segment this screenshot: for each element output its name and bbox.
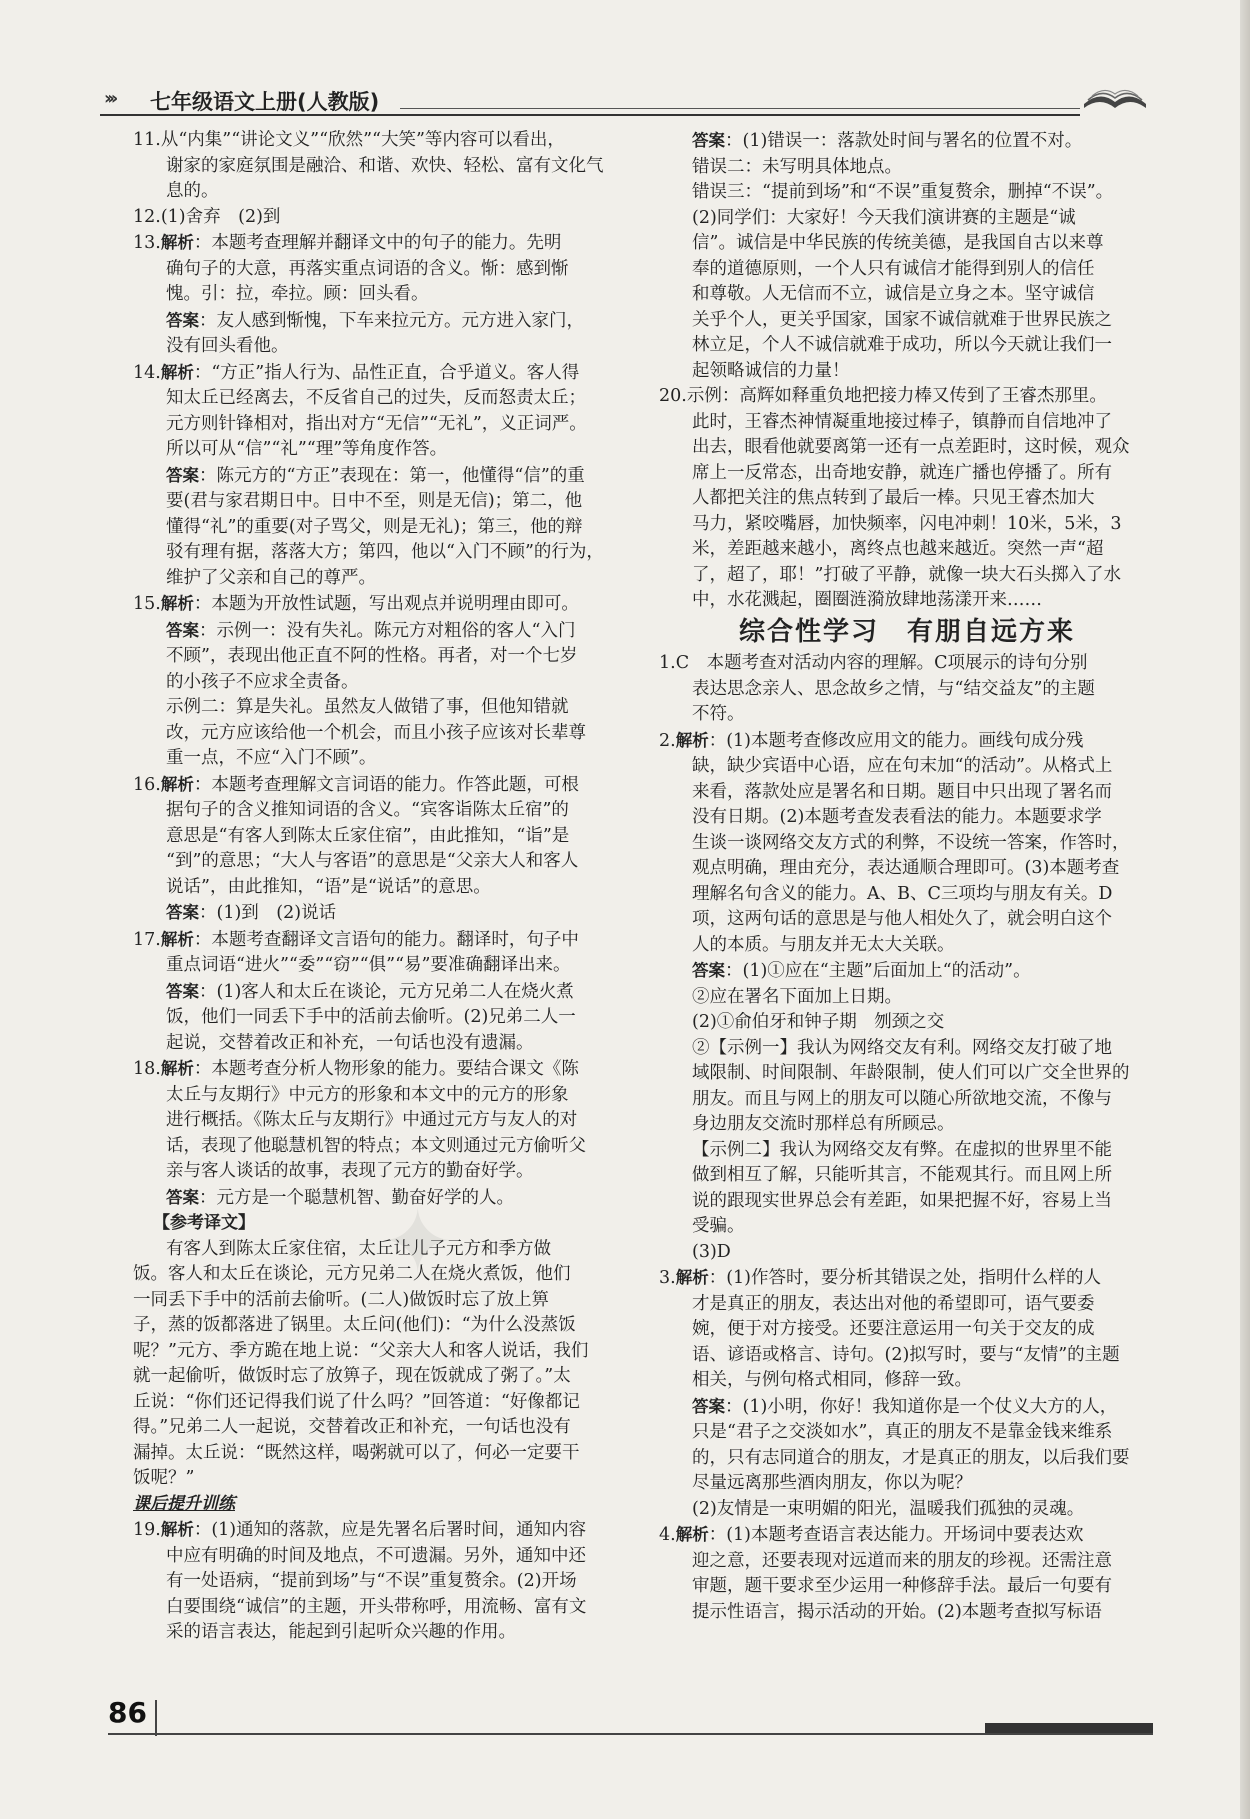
text-line: 马力，紧咬嘴唇，加快频率，闪电冲刺！10米，5米，3 (692, 513, 1122, 534)
right-column (659, 128, 1155, 1625)
text-line: 席上一反常态，出奇地安静，就连广播也停播了。所有 (692, 462, 1112, 483)
text-line: 中，水花溅起，圈圈涟漪放肆地荡漾开来…… (692, 590, 1042, 610)
text-line: 谢家的家庭氛围是融洽、和谐、欢快、轻松、富有文化气 (166, 155, 604, 176)
text-line: 的，只有志同道合的朋友，才是真正的朋友，以后我们要 (692, 1447, 1130, 1468)
text-line: 项，这两句话的意思是与他人相处久了，就会明白这个 (692, 909, 1112, 929)
text-line: 维护了父亲和自己的尊严。 (166, 567, 376, 588)
after-class-training-title: 课后提升训练 (133, 1493, 235, 1514)
question-item (133, 1056, 633, 1211)
text-line: 提示性语言，揭示活动的开始。(2)本题考查拟写标语 (692, 1601, 1102, 1622)
text-line: 关乎个人，更关乎国家，国家不诚信就难于世界民族之 (692, 309, 1112, 330)
text-line: 愧。引：拉，牵拉。顾：回头看。 (166, 284, 429, 304)
question-item (133, 591, 633, 772)
text-line: 要(君与家君期日中。日中不至，则是无信)；第二，他 (166, 491, 583, 511)
text-line: (2)同学们：大家好！今天我们演讲赛的主题是“诚 (692, 207, 1076, 228)
text-line: 语、谚语或格言、诗句。(2)拟写时，要与“友情”的主题 (692, 1344, 1120, 1365)
question-item (133, 128, 633, 205)
text-line: 观点明确，理由充分，表达通顺合理即可。(3)本题考查 (692, 858, 1120, 878)
text-line: 信”。诚信是中华民族的传统美德，是我国自古以来尊 (692, 233, 1104, 253)
text-line: 饭，他们一同丢下手中的活前去偷听。(2)兄弟二人一 (166, 1007, 576, 1027)
text-line: 受骗。 (692, 1216, 745, 1236)
text-line: 缺，缺少宾语中心语，应在句末加“的活动”。从格式上 (692, 756, 1113, 776)
text-line: 表达思念亲人、思念故乡之情，与“结交益友”的主题 (692, 678, 1095, 699)
watermark: ✦ (380, 1190, 456, 1295)
text-line: 婉，便于对方接受。还要注意运用一句关于交友的成 (692, 1319, 1095, 1339)
text-line: 没有回头看他。 (166, 336, 289, 356)
text-line: 据句子的含义推知词语的含义。“宾客诣陈太丘宿”的 (166, 800, 569, 820)
text-line: 亲与客人谈话的故事，表现了元方的勤奋好学。 (166, 1161, 534, 1181)
text-line: 所以可从“信”“礼”“理”等角度作答。 (166, 439, 448, 459)
text-line: 11.从“内集”“讲论文义”“欣然”“大笑”等内容可以看出， (133, 130, 565, 150)
text-line: 答案：(1)错误一：落款处时间与署名的位置不对。 (692, 131, 1083, 151)
open-book-icon (1080, 80, 1150, 114)
text-line: 一同丢下手中的活前去偷听。(二人)做饭时忘了放上箅 (133, 1289, 550, 1310)
text-line: 采的语言表达，能起到引起听众兴趣的作用。 (166, 1622, 516, 1642)
text-line: (3)D (692, 1241, 731, 1262)
question-item (133, 1517, 633, 1646)
text-line: 17.解析：本题考查翻译文言语句的能力。翻译时，句子中 (133, 929, 579, 950)
text-line: 做到相互了解，只能听其言，不能观其行。而且网上所 (692, 1165, 1112, 1185)
text-line: 迎之意，还要表现对远道而来的朋友的珍视。还需注意 (692, 1550, 1112, 1571)
text-line: 13.解析：本题考查理解并翻译文中的句子的能力。先明 (133, 233, 562, 253)
text-line: 答案：友人感到惭愧，下车来拉元方。元方进入家门， (166, 310, 584, 331)
text-line: 说话”，由此推知，“语”是“说话”的意思。 (166, 876, 491, 897)
text-line: 确句子的大意，再落实重点词语的含义。惭：感到惭 (166, 258, 569, 279)
text-line: 了，超了，耶！”打破了平静，就像一块大石头掷入了水 (692, 564, 1121, 585)
question-item (659, 1522, 1155, 1625)
text-line: “到”的意思；“大人与客语”的意思是“父亲大人和客人 (166, 851, 579, 871)
text-line: 饭呢？” (133, 1468, 195, 1488)
text-line: 审题，题干要求至少运用一种修辞手法。最后一句要有 (692, 1576, 1112, 1596)
text-line: 饭。客人和太丘在谈论，元方兄弟二人在烧火煮饭，他们 (133, 1264, 571, 1284)
question-item (133, 927, 633, 1057)
text-line: 来看，落款处应是署名和日期。题目中只出现了署名而 (692, 781, 1112, 802)
text-line: 此时，王睿杰神情凝重地接过棒子，镇静而自信地冲了 (692, 411, 1112, 432)
text-line: 丘说：“你们还记得我们说了什么吗？”回答道：“好像都记 (133, 1391, 580, 1412)
text-line: 答案：(1)客人和太丘在谈论，元方兄弟二人在烧火煮 (166, 981, 574, 1002)
text-line: 得。”兄弟二人一起说，交替着改正和补充，一句话也没有 (133, 1417, 571, 1437)
text-line: 林立足，个人不诚信就难于成功，所以今天就让我们一 (692, 335, 1112, 355)
text-line: 不符。 (692, 704, 745, 724)
text-line: 没有日期。(2)本题考查发表看法的能力。本题要求学 (692, 807, 1102, 827)
question-item (659, 651, 1155, 728)
text-line: 答案：陈元方的“方正”表现在：第一，他懂得“信”的重 (166, 465, 585, 486)
text-line: ②【示例一】我认为网络交友有利。网络交友打破了地 (692, 1037, 1112, 1058)
text-line: 1.C 本题考查对活动内容的理解。C项展示的诗句分别 (659, 653, 1088, 673)
text-line: 和尊敬。人无信而不立，诚信是立身之本。坚守诚信 (692, 284, 1095, 304)
text-line: 答案：元方是一个聪慧机智、勤奋好学的人。 (166, 1187, 514, 1208)
text-line: 理解名句含义的能力。A、B、C三项均与朋友有关。D (692, 883, 1113, 904)
section-title: 综合性学习 有朋自远方来 (738, 616, 1075, 647)
text-line: 4.解析：(1)本题考查语言表达能力。开场词中要表达欢 (659, 1525, 1084, 1545)
question-item (133, 772, 633, 927)
text-line: 12.(1)舍弃 (2)到 (133, 206, 281, 227)
text-line: 太丘与友期行》中元方的形象和本文中的元方的形象 (166, 1084, 569, 1105)
text-line: 的小孩子不应求全责备。 (166, 671, 359, 692)
text-line: (2)①俞伯牙和钟子期 刎颈之交 (692, 1012, 945, 1032)
text-line: 才是真正的朋友，表达出对他的希望即可，语气要委 (692, 1293, 1095, 1314)
reference-translation-title: 【参考译文】 (153, 1213, 255, 1233)
text-line: (2)友情是一束明媚的阳光，温暖我们孤独的灵魂。 (692, 1498, 1085, 1519)
text-line: 人都把关注的焦点转到了最后一棒。只见王睿杰加大 (692, 488, 1095, 508)
question-item (659, 1265, 1155, 1522)
text-line: 【示例二】我认为网络交友有弊。在虚拟的世界里不能 (692, 1139, 1112, 1160)
page-number: 86 (108, 1696, 147, 1729)
question-item (659, 728, 1155, 1266)
text-line: 朋友。而且与网上的朋友可以随心所欲地交流，不像与 (692, 1088, 1112, 1109)
text-line: 重点词语“进火”“委”“窃”“俱”“易”要准确翻译出来。 (166, 955, 571, 975)
text-line: 米，差距越来越小，离终点也越来越近。突然一声“超 (692, 539, 1104, 559)
question-item (133, 360, 633, 592)
text-line: 人的本质。与朋友并无太大关联。 (692, 934, 955, 955)
text-line: 示例二：算是失礼。虽然友人做错了事，但他知错就 (166, 697, 569, 717)
text-line: 进行概括。《陈太丘与友期行》中通过元方与友人的对 (166, 1110, 578, 1130)
text-line: 18.解析：本题考查分析人物形象的能力。要结合课文《陈 (133, 1059, 579, 1079)
text-line: 起领略诚信的力量！ (692, 360, 850, 381)
text-line: 答案：(1)小明，你好！我知道你是一个仗义大方的人， (692, 1396, 1118, 1417)
text-line: 意思是“有客人到陈太丘家住宿”，由此推知，“诣”是 (166, 825, 570, 846)
text-line: 相关，与例句格式相同，修辞一致。 (692, 1370, 972, 1390)
text-line: 出去，眼看他就要离第一还有一点差距时，这时候，观众 (692, 437, 1130, 457)
text-line: 错误二：未写明具体地点。 (692, 156, 902, 177)
text-line: 有一处语病，“提前到场”与“不误”重复赘余。(2)开场 (166, 1571, 577, 1591)
text-line: 16.解析：本题考查理解文言词语的能力。作答此题，可根 (133, 774, 579, 795)
text-line: 奉的道德原则，一个人只有诚信才能得到别人的信任 (692, 258, 1095, 279)
text-line: 身边朋友交流时那样总有所顾忌。 (692, 1114, 955, 1134)
chevron-arrows-icon: ››› (104, 88, 115, 109)
text-line: 答案：(1)到 (2)说话 (166, 903, 337, 923)
text-line: 起说，交替着改正和补充，一句话也没有遗漏。 (166, 1032, 534, 1053)
text-line: 就一起偷听，做饭时忘了放箅子，现在饭就成了粥了。”太 (133, 1366, 571, 1386)
text-line: 息的。 (166, 181, 219, 201)
text-line: 说的跟现实世界总会有差距，如果把握不好，容易上当 (692, 1190, 1112, 1211)
question-item (133, 230, 633, 360)
text-line: 2.解析：(1)本题考查修改应用文的能力。画线句成分残 (659, 730, 1084, 751)
text-line: 19.解析：(1)通知的落款，应是先署名后署时间，通知内容 (133, 1520, 587, 1540)
text-line: 有客人到陈太丘家住宿，太丘让儿子元方和季方做 (166, 1238, 551, 1259)
text-line: 话，表现了他聪慧机智的特点；本文则通过元方偷听父 (166, 1135, 586, 1156)
left-column (133, 128, 633, 1646)
page-edge (1240, 0, 1250, 1819)
text-line: 域限制、时间限制、年龄限制，使人们可以广交全世界的 (692, 1063, 1130, 1083)
page-header (100, 84, 1150, 118)
text-line: 不顾”，表现出他正直不阿的性格。再者，对一个七岁 (166, 646, 578, 666)
question-item (659, 384, 1155, 614)
text-line: 3.解析：(1)作答时，要分析其错误之处，指明什么样的人 (659, 1268, 1101, 1288)
text-line: 呢？”元方、季方跪在地上说：“父亲大人和客人说话，我们 (133, 1340, 589, 1361)
text-line: 答案：示例一：没有失礼。陈元方对粗俗的客人“入门 (166, 620, 576, 641)
text-line: 驳有理有据，落落大方；第四，他以“入门不顾”的行为， (166, 542, 604, 562)
answer-block (659, 128, 1155, 384)
text-line: ②应在署名下面加上日期。 (692, 986, 902, 1007)
text-line: 尽量远离那些酒肉朋友，你以为呢？ (692, 1473, 972, 1493)
text-line: 重一点，不应“入门不顾”。 (166, 748, 377, 768)
text-line: 生谈一谈网络交友方式的利弊，不设统一答案，作答时， (692, 832, 1130, 853)
question-item (133, 205, 633, 231)
text-line: 白要围绕“诚信”的主题，开头带称呼，用流畅、富有文 (166, 1596, 587, 1617)
text-line: 20.示例：高辉如释重负地把接力棒又传到了王睿杰那里。 (659, 386, 1107, 406)
text-line: 漏掉。太丘说：“既然这样，喝粥就可以了，何必一定要干 (133, 1442, 580, 1463)
text-line: 答案：(1)①应在“主题”后面加上“的活动”。 (692, 961, 1031, 981)
text-line: 知太丘已经离去，不反省自己的过失，反而怒责太丘； (166, 388, 586, 408)
text-line: 错误三：“提前到场”和“不误”重复赘余，删掉“不误”。 (692, 182, 1114, 202)
text-line: 14.解析：“方正”指人行为、品性正直，合乎道义。客人得 (133, 362, 580, 383)
text-line: 懂得“礼”的重要(对子骂父，则是无礼)；第三，他的辩 (166, 516, 583, 537)
text-line: 改，元方应该给他一个机会，而且小孩子应该对长辈尊 (166, 722, 586, 743)
book-title: 七年级语文上册(人教版) (150, 90, 380, 114)
text-line: 15.解析：本题为开放性试题，写出观点并说明理由即可。 (133, 594, 579, 614)
text-line: 子，蒸的饭都落进了锅里。太丘问(他们)：“为什么没蒸饭 (133, 1315, 576, 1335)
text-line: 元方则针锋相对，指出对方“无信”“无礼”，义正词严。 (166, 413, 587, 434)
text-line: 只是“君子之交淡如水”，真正的朋友不是靠金钱来维系 (692, 1422, 1113, 1442)
text-line: 中应有明确的时间及地点，不可遗漏。另外，通知中还 (166, 1545, 586, 1566)
